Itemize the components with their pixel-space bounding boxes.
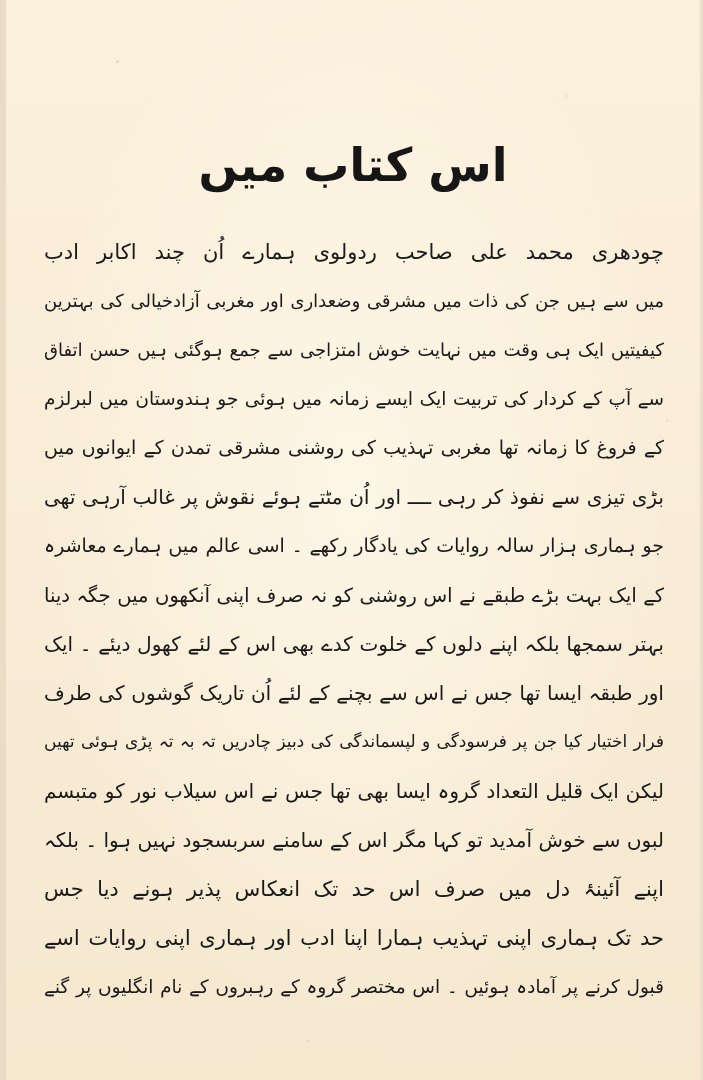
- paper-speck: [306, 1040, 309, 1042]
- text-line: بڑی تیزی سے نفوذ کر رہی ــــ اور اُن مٹتے ہوئے نقوش پر غالب آرہی تھی: [44, 485, 664, 509]
- page-title: اس کتاب میں: [198, 138, 508, 192]
- text-line: اپنے آئینۂ دل میں صرف اس حد تک انعکاس پذیر ہونے دیا جس: [44, 877, 664, 901]
- text-line: حد تک ہماری اپنی تہذیب ہمارا اپنا ادب اور ہماری اپنی روایات اسے: [44, 926, 664, 950]
- text-line: کیفیتیں ایک ہی وقت میں نہایت خوش امتزاجی سے جمع ہوگئی ہیں حسن اتفاق: [44, 340, 664, 361]
- text-line: قبول کرنے پر آمادہ ہوئیں ۔ اس مختصر گروہ کے رہبروں کے نام انگلیوں پر گنے: [44, 977, 664, 998]
- text-line: کے فروغ کا زمانہ تھا مغربی تہذیب کی روشنی مشرقی تمدن کے ایوانوں میں: [44, 437, 664, 459]
- text-line: لیکن ایک قلیل التعداد گروہ ایسا بھی تھا جس نے اس سیلاب نور کو متبسم: [44, 779, 664, 803]
- text-line: بہتر سمجھا بلکہ اپنے دلوں کے خلوت کدے بھی اس کے لئے کھول دیئے ۔ ایک: [44, 632, 664, 656]
- paper-speck: [666, 420, 668, 422]
- text-line: لبوں سے خوش آمدید تو کہا مگر اس کے سامنے سربسجود نہیں ہوا ۔ بلکہ: [44, 828, 664, 852]
- text-line: سے آپ کے کردار کی تربیت ایک ایسے زمانہ میں ہوئی جو ہندوستان میں لبرلزم: [44, 389, 664, 410]
- text-line: کے ایک بہت بڑے طبقے نے اس روشنی کو نہ صرف اپنی آنکھوں میں جگہ دینا: [44, 584, 664, 607]
- body-text: [44, 228, 664, 1012]
- text-line: فرار اختیار کیا جن پر فرسودگی و لپسماندگی کی دبیز چادریں تہ بہ تہ پڑی ہوئی تھیں: [44, 732, 664, 752]
- text-line: میں سے ہیں جن کی ذات میں مشرقی وضعداری اور مغربی آزادخیالی کی بہترین: [44, 291, 664, 312]
- paper-speck: [116, 60, 119, 63]
- text-line: چودھری محمد علی صاحب ردولوی ہمارے اُن چند اکابر ادب: [44, 240, 664, 264]
- text-line: اور طبقہ ایسا تھا جس نے اس سے بچنے کے لئے اُن تاریک گوشوں کی طرف: [44, 681, 664, 705]
- text-line: جو ہماری ہزار سالہ روایات کی یادگار رکھے ۔ اسی عالم میں ہمارے معاشرہ: [44, 535, 664, 557]
- paper-speck: [566, 95, 568, 97]
